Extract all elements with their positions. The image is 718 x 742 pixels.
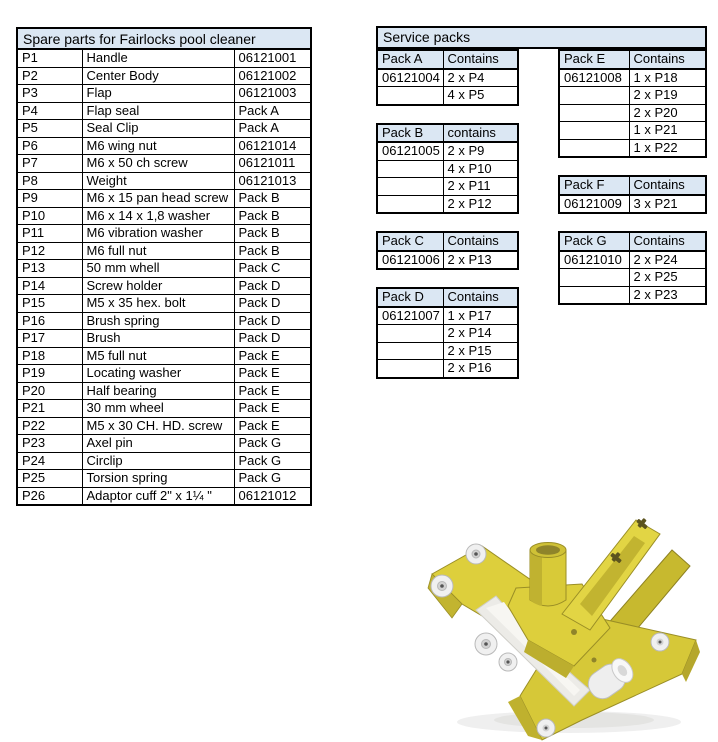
pack-f-table	[558, 175, 707, 214]
part-ref-cell: Pack G	[234, 452, 311, 470]
part-ref-cell: Pack E	[234, 365, 311, 383]
pack-qty-cell: 1 x P18	[629, 69, 706, 87]
pack-qty-cell: 2 x P4	[443, 69, 518, 87]
part-id-cell: P8	[17, 172, 82, 190]
pack-d-table	[376, 287, 519, 379]
pack-row	[377, 87, 518, 105]
part-ref-cell: Pack G	[234, 435, 311, 453]
pack-row	[559, 251, 706, 269]
pack-row	[377, 160, 518, 178]
part-ref-cell: Pack B	[234, 207, 311, 225]
part-id-cell: P26	[17, 487, 82, 505]
part-ref-cell: Pack D	[234, 295, 311, 313]
spare-part-row	[17, 330, 311, 348]
pack-qty-cell: 2 x P25	[629, 269, 706, 287]
part-desc-cell: Center Body	[82, 67, 234, 85]
pack-row	[377, 69, 518, 87]
spare-part-row	[17, 382, 311, 400]
part-ref-cell: Pack D	[234, 312, 311, 330]
part-id-cell: P21	[17, 400, 82, 418]
part-id-cell: P13	[17, 260, 82, 278]
spare-part-row	[17, 190, 311, 208]
spare-part-row	[17, 155, 311, 173]
pack-name: Pack D	[377, 288, 443, 307]
spare-part-row	[17, 102, 311, 120]
service-packs-column-left	[376, 49, 519, 379]
pack-qty-cell: 1 x P22	[629, 139, 706, 157]
pack-code-cell	[559, 87, 629, 105]
pack-contains-label: Contains	[629, 232, 706, 251]
pack-row	[559, 122, 706, 140]
part-ref-cell: Pack G	[234, 470, 311, 488]
spare-part-row	[17, 260, 311, 278]
pack-b-table	[376, 123, 519, 215]
part-ref-cell: Pack A	[234, 120, 311, 138]
pack-code-cell: 06121008	[559, 69, 629, 87]
pack-g-table	[558, 231, 707, 305]
pack-code-cell	[559, 139, 629, 157]
spare-part-row	[17, 295, 311, 313]
pack-qty-cell: 2 x P19	[629, 87, 706, 105]
pack-code-cell	[377, 325, 443, 343]
pack-name: Pack A	[377, 50, 443, 69]
pack-code-cell	[559, 122, 629, 140]
service-packs-column-right	[558, 49, 707, 305]
pack-row	[377, 178, 518, 196]
part-id-cell: P16	[17, 312, 82, 330]
pack-header-row	[559, 232, 706, 251]
pack-qty-cell: 2 x P15	[443, 342, 518, 360]
part-ref-cell: 06121012	[234, 487, 311, 505]
part-ref-cell: Pack A	[234, 102, 311, 120]
pack-code-cell	[377, 178, 443, 196]
pack-name: Pack G	[559, 232, 629, 251]
part-id-cell: P6	[17, 137, 82, 155]
part-id-cell: P7	[17, 155, 82, 173]
part-id-cell: P5	[17, 120, 82, 138]
part-desc-cell: Flap seal	[82, 102, 234, 120]
pack-c-table	[376, 231, 519, 270]
spare-part-row	[17, 120, 311, 138]
part-desc-cell: M6 x 14 x 1,8 washer	[82, 207, 234, 225]
part-id-cell: P25	[17, 470, 82, 488]
part-ref-cell: Pack E	[234, 347, 311, 365]
pack-contains-label: Contains	[443, 50, 518, 69]
part-ref-cell: 06121011	[234, 155, 311, 173]
pack-row	[377, 342, 518, 360]
pack-qty-cell: 2 x P11	[443, 178, 518, 196]
pack-row	[377, 195, 518, 213]
pack-header-row	[559, 50, 706, 69]
pack-contains-label: Contains	[443, 232, 518, 251]
pack-qty-cell: 2 x P14	[443, 325, 518, 343]
part-ref-cell: Pack D	[234, 277, 311, 295]
spare-part-row	[17, 207, 311, 225]
spare-part-row	[17, 417, 311, 435]
part-desc-cell: M5 x 30 CH. HD. screw	[82, 417, 234, 435]
part-ref-cell: 06121001	[234, 49, 311, 67]
part-desc-cell: Handle	[82, 49, 234, 67]
part-ref-cell: Pack C	[234, 260, 311, 278]
part-ref-cell: Pack E	[234, 417, 311, 435]
pack-header-row	[377, 50, 518, 69]
pack-e-table	[558, 49, 707, 158]
pack-qty-cell: 2 x P23	[629, 286, 706, 304]
part-desc-cell: Adaptor cuff 2" x 1¼ "	[82, 487, 234, 505]
part-id-cell: P24	[17, 452, 82, 470]
pack-row	[377, 251, 518, 270]
pack-code-cell: 06121004	[377, 69, 443, 87]
pack-name: Pack F	[559, 176, 629, 195]
pack-qty-cell: 2 x P24	[629, 251, 706, 269]
part-id-cell: P3	[17, 85, 82, 103]
part-id-cell: P15	[17, 295, 82, 313]
spare-part-row	[17, 172, 311, 190]
pack-code-cell: 06121005	[377, 142, 443, 160]
pack-code-cell	[559, 286, 629, 304]
pool-cleaner-image	[424, 492, 716, 742]
part-ref-cell: Pack E	[234, 382, 311, 400]
part-desc-cell: Screw holder	[82, 277, 234, 295]
pack-code-cell: 06121007	[377, 307, 443, 325]
pack-row	[559, 195, 706, 214]
spare-part-row	[17, 452, 311, 470]
part-desc-cell: M6 x 50 ch screw	[82, 155, 234, 173]
part-desc-cell: 50 mm whell	[82, 260, 234, 278]
part-id-cell: P23	[17, 435, 82, 453]
spare-part-row	[17, 365, 311, 383]
spare-part-row	[17, 277, 311, 295]
part-desc-cell: Seal Clip	[82, 120, 234, 138]
pack-code-cell	[377, 160, 443, 178]
spare-parts-title-row	[17, 28, 311, 49]
part-desc-cell: Brush	[82, 330, 234, 348]
pack-contains-label: Contains	[629, 50, 706, 69]
part-ref-cell: 06121002	[234, 67, 311, 85]
pack-header-row	[377, 288, 518, 307]
pack-row	[377, 307, 518, 325]
part-id-cell: P12	[17, 242, 82, 260]
part-desc-cell: M6 vibration washer	[82, 225, 234, 243]
pack-qty-cell: 4 x P5	[443, 87, 518, 105]
pack-name: Pack C	[377, 232, 443, 251]
pack-code-cell: 06121006	[377, 251, 443, 270]
pack-qty-cell: 2 x P20	[629, 104, 706, 122]
part-id-cell: P4	[17, 102, 82, 120]
spare-part-row	[17, 225, 311, 243]
part-id-cell: P18	[17, 347, 82, 365]
pack-qty-cell: 2 x P12	[443, 195, 518, 213]
pack-row	[377, 360, 518, 378]
part-desc-cell: Torsion spring	[82, 470, 234, 488]
pack-row	[559, 69, 706, 87]
spare-part-row	[17, 137, 311, 155]
part-desc-cell: M6 x 15 pan head screw	[82, 190, 234, 208]
part-ref-cell: Pack E	[234, 400, 311, 418]
pack-row	[377, 325, 518, 343]
spare-part-row	[17, 487, 311, 505]
spare-part-row	[17, 435, 311, 453]
pack-row	[559, 286, 706, 304]
pack-row	[559, 269, 706, 287]
part-desc-cell: M5 x 35 hex. bolt	[82, 295, 234, 313]
pack-code-cell	[559, 104, 629, 122]
part-desc-cell: Half bearing	[82, 382, 234, 400]
pack-a-table	[376, 49, 519, 106]
part-id-cell: P1	[17, 49, 82, 67]
pack-row	[377, 142, 518, 160]
part-desc-cell: Circlip	[82, 452, 234, 470]
part-ref-cell: 06121013	[234, 172, 311, 190]
pack-code-cell	[377, 360, 443, 378]
part-desc-cell: Axel pin	[82, 435, 234, 453]
spare-part-row	[17, 470, 311, 488]
pack-qty-cell: 1 x P17	[443, 307, 518, 325]
part-id-cell: P19	[17, 365, 82, 383]
part-ref-cell: Pack B	[234, 242, 311, 260]
pack-qty-cell: 1 x P21	[629, 122, 706, 140]
part-id-cell: P14	[17, 277, 82, 295]
pack-code-cell: 06121010	[559, 251, 629, 269]
pack-qty-cell: 2 x P16	[443, 360, 518, 378]
spare-part-row	[17, 400, 311, 418]
part-id-cell: P22	[17, 417, 82, 435]
part-desc-cell: M5 full nut	[82, 347, 234, 365]
part-id-cell: P10	[17, 207, 82, 225]
pack-row	[559, 139, 706, 157]
service-packs-title: Service packs	[376, 26, 707, 49]
spare-part-row	[17, 242, 311, 260]
pack-contains-label: Contains	[629, 176, 706, 195]
pack-code-cell	[377, 87, 443, 105]
spare-part-row	[17, 67, 311, 85]
pack-qty-cell: 4 x P10	[443, 160, 518, 178]
part-id-cell: P20	[17, 382, 82, 400]
pack-header-row	[559, 176, 706, 195]
spare-parts-title: Spare parts for Fairlocks pool cleaner	[17, 28, 311, 49]
part-ref-cell: 06121014	[234, 137, 311, 155]
pack-code-cell: 06121009	[559, 195, 629, 214]
part-ref-cell: Pack B	[234, 225, 311, 243]
part-desc-cell: 30 mm wheel	[82, 400, 234, 418]
part-ref-cell: Pack D	[234, 330, 311, 348]
part-id-cell: P17	[17, 330, 82, 348]
part-id-cell: P2	[17, 67, 82, 85]
pack-row	[559, 87, 706, 105]
part-desc-cell: Brush spring	[82, 312, 234, 330]
pack-header-row	[377, 232, 518, 251]
part-ref-cell: 06121003	[234, 85, 311, 103]
pack-qty-cell: 3 x P21	[629, 195, 706, 214]
part-desc-cell: M6 wing nut	[82, 137, 234, 155]
spare-part-row	[17, 85, 311, 103]
part-id-cell: P9	[17, 190, 82, 208]
pack-code-cell	[377, 195, 443, 213]
part-ref-cell: Pack B	[234, 190, 311, 208]
pack-qty-cell: 2 x P9	[443, 142, 518, 160]
part-desc-cell: Flap	[82, 85, 234, 103]
part-id-cell: P11	[17, 225, 82, 243]
pack-code-cell	[377, 342, 443, 360]
spare-part-row	[17, 312, 311, 330]
spare-parts-table	[16, 27, 312, 506]
pack-name: Pack E	[559, 50, 629, 69]
pack-contains-label: contains	[443, 124, 518, 143]
pack-contains-label: Contains	[443, 288, 518, 307]
part-desc-cell: Locating washer	[82, 365, 234, 383]
part-desc-cell: M6 full nut	[82, 242, 234, 260]
pack-qty-cell: 2 x P13	[443, 251, 518, 270]
pack-row	[559, 104, 706, 122]
spare-part-row	[17, 347, 311, 365]
pack-code-cell	[559, 269, 629, 287]
pack-name: Pack B	[377, 124, 443, 143]
part-desc-cell: Weight	[82, 172, 234, 190]
spare-part-row	[17, 49, 311, 67]
pack-header-row	[377, 124, 518, 143]
